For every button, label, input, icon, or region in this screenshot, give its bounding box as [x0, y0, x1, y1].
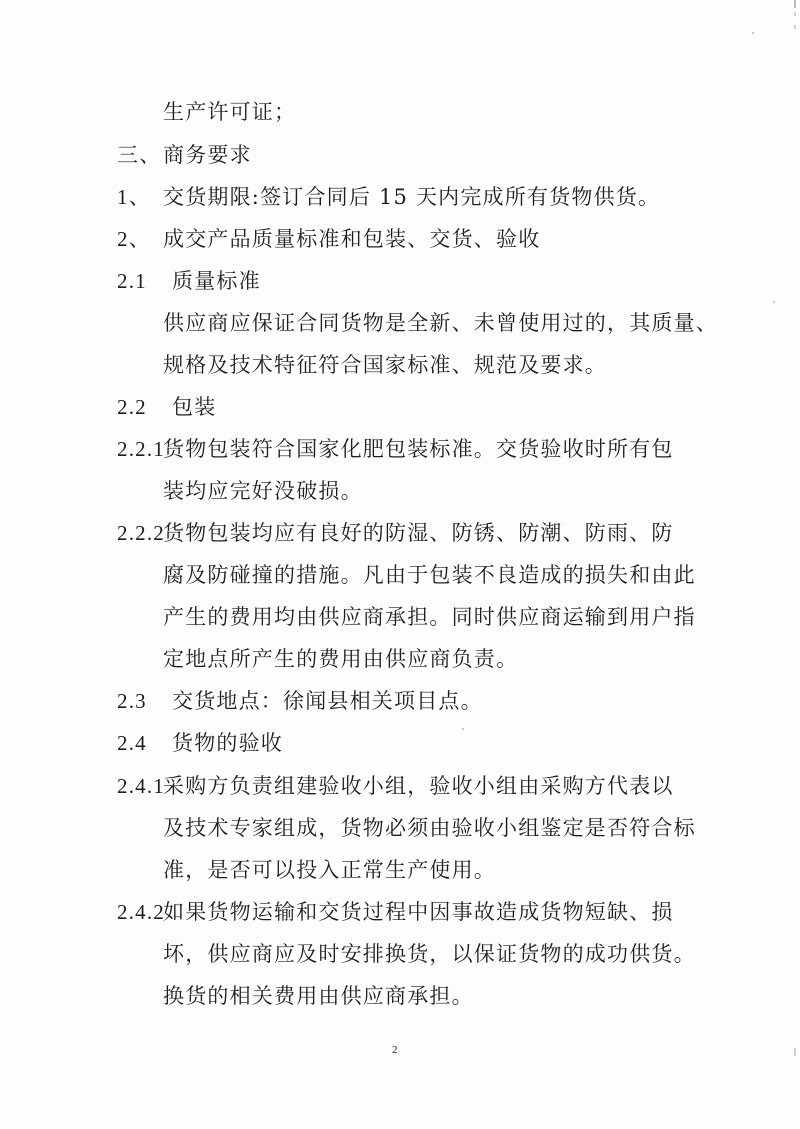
subsection-number: 2.3 — [117, 689, 147, 713]
clause-line — [117, 899, 674, 925]
clause-line — [117, 520, 674, 546]
subsection-number: 2.1 — [117, 269, 147, 293]
line-text: 规格及技术特征符合国家标准、规范及要求。 — [163, 353, 607, 377]
line-text: 货物包装均应有良好的防湿、防锈、防潮、防雨、防 — [163, 521, 674, 545]
text-line — [163, 352, 607, 378]
line-text: 腐及防碰撞的措施。凡由于包装不良造成的损失和由此 — [163, 563, 696, 587]
text-line — [163, 941, 696, 967]
clause-line — [117, 226, 540, 252]
subsection-number: 2.4 — [117, 731, 147, 755]
clause-number: 2.4.2 — [117, 900, 165, 924]
line-text: 及技术专家组成，货物必须由验收小组鉴定是否符合标 — [163, 816, 696, 840]
subsection-heading — [117, 394, 216, 420]
clause-number: 2.4.1 — [117, 774, 165, 798]
subsection-title: 包装 — [172, 395, 217, 419]
scan-edge-mark — [794, 0, 796, 8]
scan-speck — [462, 728, 464, 730]
text-line — [163, 310, 718, 336]
clause-number: 2.2.1 — [117, 437, 165, 461]
line-text: 生产许可证； — [163, 100, 297, 124]
subsection-title: 质量标准 — [172, 269, 261, 293]
clause-number: 1、 — [117, 185, 151, 209]
clause-number: 2、 — [117, 227, 151, 251]
line-text: 成交产品质量标准和包装、交货、验收 — [163, 227, 541, 251]
text-line — [163, 562, 696, 588]
clause-line — [117, 184, 660, 210]
subsection-title: 货物的验收 — [172, 731, 283, 755]
line-text: 坏，供应商应及时安排换货，以保证货物的成功供货。 — [163, 942, 696, 966]
subsection-heading — [117, 730, 283, 756]
line-text: 定地点所产生的费用由供应商负责。 — [163, 647, 519, 671]
line-text: 产生的费用均由供应商承担。同时供应商运输到用户指 — [163, 605, 696, 629]
line-text: 交货地点：徐闻县相关项目点。 — [172, 689, 483, 713]
clause-number: 2.2.2 — [117, 521, 165, 545]
text-line — [163, 99, 296, 125]
scan-edge-mark — [794, 25, 796, 29]
scan-edge-mark — [794, 12, 796, 16]
text-line — [163, 857, 496, 883]
line-text: 装均应完好没破损。 — [163, 479, 363, 503]
text-line — [163, 815, 696, 841]
line-text: 交货期限:签订合同后 15 天内完成所有货物供货。 — [163, 185, 661, 209]
subsection-number: 2.2 — [117, 395, 147, 419]
section-title: 商务要求 — [163, 143, 252, 167]
scan-edge-mark — [794, 1048, 796, 1056]
line-text: 采购方负责组建验收小组，验收小组由采购方代表以 — [163, 774, 674, 798]
section-heading — [117, 142, 252, 168]
line-text: 货物包装符合国家化肥包装标准。交货验收时所有包 — [163, 437, 674, 461]
line-text: 换货的相关费用由供应商承担。 — [163, 984, 474, 1008]
clause-line — [117, 773, 674, 799]
scan-speck — [752, 32, 754, 34]
section-number: 三、 — [117, 143, 162, 167]
clause-line — [117, 436, 674, 462]
line-text: 如果货物运输和交货过程中因事故造成货物短缺、损 — [163, 900, 674, 924]
page-number: 2 — [392, 1044, 398, 1056]
text-line — [163, 478, 363, 504]
text-line — [163, 604, 696, 630]
scan-speck — [773, 301, 775, 303]
subsection-heading — [117, 268, 261, 294]
text-line — [163, 646, 518, 672]
line-text: 供应商应保证合同货物是全新、未曾使用过的，其质量、 — [163, 311, 718, 335]
text-line — [163, 983, 474, 1009]
subsection-heading — [117, 688, 483, 714]
line-text: 准，是否可以投入正常生产使用。 — [163, 858, 496, 882]
